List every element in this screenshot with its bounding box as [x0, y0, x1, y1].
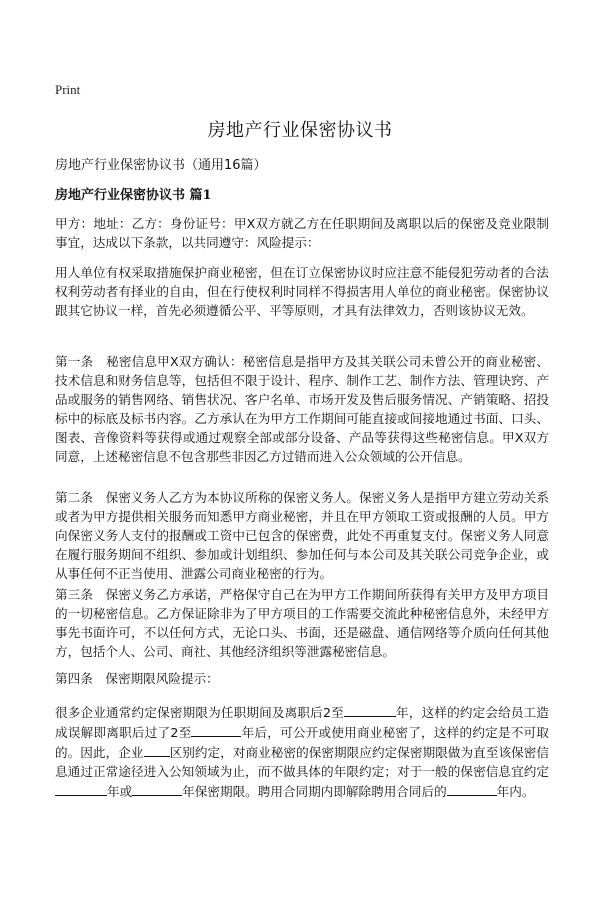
paragraph-risk-note: 用人单位有权采取措施保护商业秘密，但在订立保密协议时应注意不能侵犯劳动者的合法权利劳动者有择业的自由，但在行使权利时同样不得损害用人单位的商业秘密。保密协议跟其它协议一样，首先必须遵循公平、平等原则，才具有法律效力，否则该协议无效。: [55, 265, 549, 318]
blank-line: [55, 781, 107, 796]
section-heading: 房地产行业保密协议书 篇1: [55, 188, 212, 203]
text-segment: 年内。: [496, 784, 535, 799]
paragraph-article-2: 第二条 保密义务人乙方为本协议所称的保密义务人。保密义务人是指甲方建立劳动关系或者为甲方提供相关服务而知悉甲方商业秘密，并且在甲方领取工资或报酬的人员。甲方向保密义务人支付的报酬或工资中已包含的保密费，此处不再重复支付。保密义务人同意在履行服务期间不组织、参加或计划组织、参加任何与本公司及其关联公司竞争企业，或从事任何不正当使用、泄露公司商业秘密的行为。: [55, 490, 549, 581]
paragraph-article-1: 第一条 秘密信息甲X双方确认：秘密信息是指甲方及其关联公司未曾公开的商业秘密、技术信息和财务信息等，包括但不限于设计、程序、制作工艺、制作方法、管理诀窍、产品或服务的销售网络、销售状况、客户名单、市场开发及售后服务情况、产销策略、招投标中的标底及标书内容。乙方承认在为甲方工作期间可能直接或间接地通过书面、口头、图表、音像资料等获得或通过观察全部或部分设备、产品等获得这些秘密信息。甲X双方同意，上述秘密信息不包含那些非因乙方过错而进入公众领域的公开信息。: [55, 354, 549, 464]
paragraph-article-4-heading: 第四条 保密期限风险提示：: [55, 671, 219, 686]
text-segment: 年或: [107, 784, 133, 799]
paragraph-article-3: 第三条 保密义务乙方承诺，严格保守自己在为甲方工作期间所获得有关甲方及甲方项目的一切秘密信息。乙方保证除非为了甲方项目的工作需要交流此种秘密信息外，未经甲方事先书面许可，不以任何方式，无论口头、书面，还是磁盘、通信网络等介质向任何其他方，包括个人、公司、商社、其他经济组织等泄露秘密信息。: [55, 587, 549, 659]
blank-line: [132, 781, 182, 796]
blank-line: [191, 722, 241, 737]
text-segment: 年，这样的约定会给员工造成误解即离职后过了2至: [55, 705, 550, 740]
blank-line: [447, 781, 497, 796]
text-segment: 年保密期限。聘用合同期内即解除聘用合同后的: [182, 784, 447, 799]
text-segment: 年后，可公开或使用商业秘密了，这样的约定是不可取的。因此，企业: [55, 725, 550, 760]
text-segment: 很多企业通常约定保密期限为任职期间及离职后2至: [55, 705, 344, 720]
paragraph-confidentiality-period: [55, 702, 549, 801]
blank-line: [144, 742, 170, 757]
print-link[interactable]: Print: [55, 82, 81, 97]
text-segment: 区别约定，对商业秘密的保密期限应约定保密期限做为直至该保密信息通过正常途径进入公知领域为止，而不做具体的年限约定；对于一般的保密信息宜约定: [55, 745, 550, 779]
document-subtitle: 房地产行业保密协议书（通用16篇）: [55, 158, 267, 173]
blank-line: [344, 702, 396, 717]
paragraph-parties: 甲方：地址：乙方：身份证号：甲X双方就乙方在任职期间及离职以后的保密及竞业限制事宜，达成以下条款，以共同遵守：风险提示：: [55, 216, 549, 250]
document-title: 房地产行业保密协议书: [207, 120, 393, 141]
